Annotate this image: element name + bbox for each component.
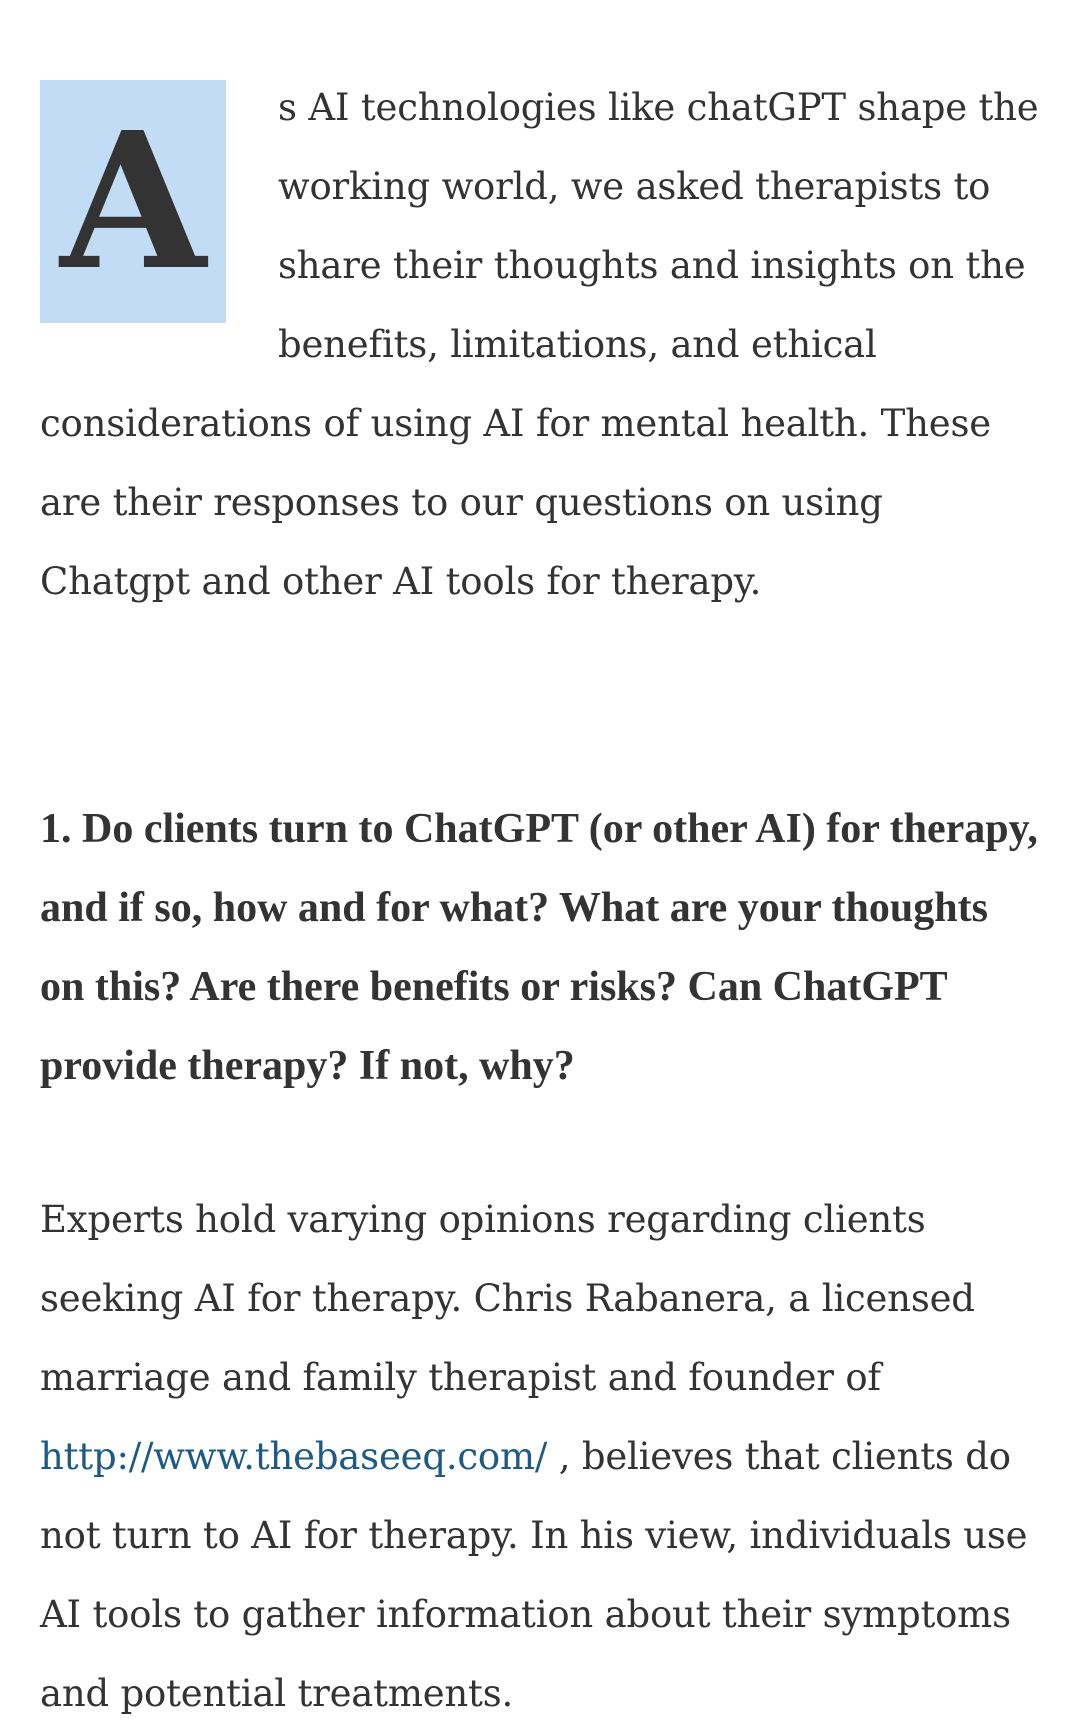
drop-cap: [40, 80, 226, 323]
intro-paragraph: [40, 80, 1040, 633]
answer-paragraph: [40, 1180, 1040, 1733]
intro-text: s AI technologies like chatGPT shape the working world, we asked therapists to share their thoughts and insights on the benefits, limitations, and ethical considerations of using AI for mental health. These are their responses to our questions on using Chatgpt and other AI tools for therapy.: [40, 86, 1039, 603]
question-heading: 1. Do clients turn to ChatGPT (or other AI) for therapy, and if so, how and for what? What are your thoughts on this? Are there benefits or risks? Can ChatGPT provide therapy? If not, why?: [40, 806, 1038, 1089]
answer-text-after-link: , believes that clients do not turn to AI for therapy. In his view, individuals use AI tools to gather information about their symptoms and potential treatments.: [40, 1435, 1028, 1715]
drop-cap-letter: A: [60, 91, 206, 312]
article-body: [40, 80, 1040, 1715]
answer-text-before-link: Experts hold varying opinions regarding clients seeking AI for therapy. Chris Rabanera, a licensed marriage and family therapist and founder of: [40, 1198, 975, 1399]
thebaseeq-link[interactable]: http://www.thebaseeq.com/: [40, 1435, 548, 1478]
